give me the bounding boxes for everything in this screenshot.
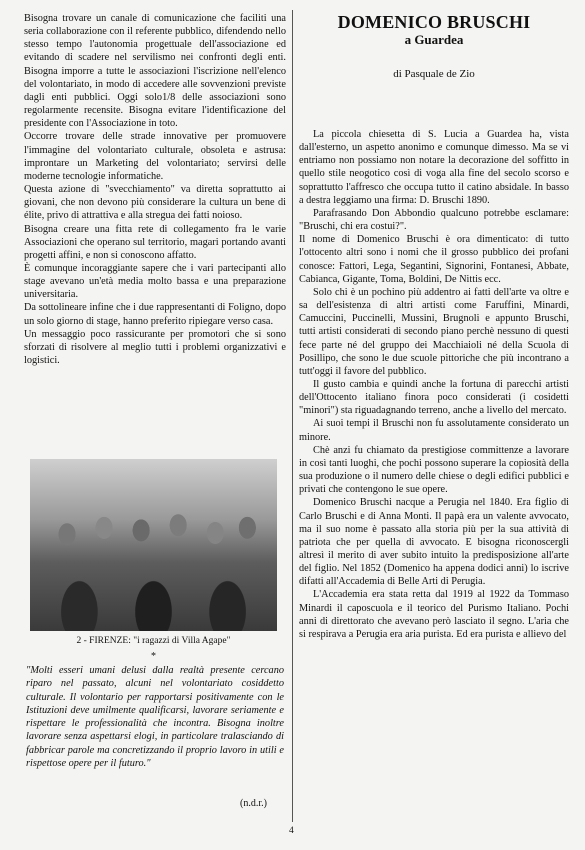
paragraph: Domenico Bruschi nacque a Perugia nel 1840. Era figlio di Carlo Bruschi e di Anna Monti. Il papà era un valente avvocato, ma il suo nome è passato alla storia più per la sua attività di patriota che per quella di avvocato. E bisogna riconoscergli altresì il merito di aver subito intuito la predisposizione all'arte del figlio. Nel 1852 (Domenico ha appena dodici anni) lo iscrive difatti all'Accademia di Belle Arti di Perugia. xyxy=(299,497,569,588)
paragraph: L'Accademia era stata retta dal 1919 al 1922 da Tommaso Minardi il caposcuola e il teorico del Purismo Italiano. Pochi anni di direttorato che avevano però lasciato il segno. L'aria che si respirava a Perugia era aria purista. Ed era purista e allievo del xyxy=(299,589,569,640)
paragraph: Chè anzi fu chiamato da prestigiose committenze a lavorare in così tanti luoghi, che pochi possono superare la copiosità della sua produzione o il numero delle chiese o degli edifici pubblici e privati che contengono le sue opere. xyxy=(299,444,569,496)
paragraph: Bisogna trovare un canale di comunicazione che faciliti una seria collaborazione con il referente pubblico, difendendo nello stesso tempo l'autonomia progettuale dell'associazione ed evitando di scadere nel servilismo nei confronti degli enti. Bisogna imporre a tutte le associazioni l'iscrizione nell'elenco del volontariato, in modo di accedere alle sovvenzioni previste dagli enti pubblici. Oggi solo1/8 delle associazioni sono regolarmente recensite. Bisogna evitare l'identificazione del presidente con l'Associazione in toto. xyxy=(24,13,286,130)
column-divider xyxy=(292,10,293,822)
photo-people xyxy=(30,502,277,631)
paragraph: Il nome di Domenico Bruschi è ora dimenticato: di tutto l'ottocento altri sono i nomi che il grosso pubblico dei profani conosce: Fattori, Lega, Segantini, Signorini, Fontanesi, Abbate, Cabianca, Gigante, Toma, Boldini, De Nittis ecc. xyxy=(299,234,569,285)
paragraph: Ai suoi tempi il Bruschi non fu assolutamente considerato un minore. xyxy=(299,418,569,443)
paragraph: Occorre trovare delle strade innovative per promuovere l'immagine del volontariato culturale, obsoleta e astrusa: improntare un Marketing del volontariato; servirsi delle moderne tecnologie informatiche. xyxy=(24,131,286,182)
paragraph: È comunque incoraggiante sapere che i vari partecipanti allo stage avevano un'età media molto bassa e una preparazione universitaria. xyxy=(24,262,286,301)
article-byline: di Pasquale de Zio xyxy=(393,68,475,80)
article-title: DOMENICO BRUSCHI xyxy=(337,12,531,32)
article-subtitle: a Guardea xyxy=(404,32,464,47)
paragraph: La piccola chiesetta di S. Lucia a Guardea ha, vista dall'esterno, un aspetto anonimo e comunque dimesso. Ma se vi entriamo non possiamo non notare la decorazione del soffitto in quello stile neogotico così di voga alla fine del secolo scorso e soprattutto l'affresco che occupa tutto il catino absidale. In basso a destra leggiamo una firma: D. Bruschi 1890. xyxy=(299,129,569,206)
paragraph: Parafrasando Don Abbondio qualcuno potrebbe esclamare: "Bruschi, chi era costui?". xyxy=(299,207,569,233)
quote-text: "Molti esseri umani delusi dalla realtà presente cercano riparo nel passato, alcuni nel volontariato cosiddetto culturale. Il volontario per rapportarsi positivamente con le Istituzioni deve umilmente qualificarsi, lavorare seriamente e rispettare le professionalità che incontra. Bisogna inoltre lavorare senza aspettarsi elogi, in particolare tralasciando di fabbricar parole ma concretizzando il proprio lavoro in utili e rispettose opere per il futuro." xyxy=(26,665,284,770)
editor-quote xyxy=(26,664,284,770)
group-photo xyxy=(30,459,277,631)
paragraph: Un messaggio poco rassicurante per promotori che si sono sforzati di risolvere al meglio tutti i problemi organizzativi e logistici. xyxy=(24,328,286,367)
photo-caption: 2 - FIRENZE: "i ragazzi di Villa Agape" xyxy=(76,636,231,646)
separator: * xyxy=(151,651,156,662)
left-column xyxy=(24,12,286,367)
page-number: 4 xyxy=(289,826,294,836)
paragraph: Bisogna creare una fitta rete di collegamento fra le varie Associazioni che operano sul territorio, magari portando avanti progetti affini, e non si conoscono affatto. xyxy=(24,223,286,261)
paragraph: Questa azione di "svecchiamento" va diretta soprattutto ai giovani, che non devono più considerare la cultura un bene di élite, privo di attrattiva e alla stregua dei fatti noioso. xyxy=(24,184,286,222)
paragraph: Solo chi è un pochino più addentro ai fatti dell'arte va oltre e sa dell'esistenza di altri artisti come Faruffini, Minardi, Camuccini, Puccinelli, Mussini, Brugnoli e appunto Bruschi, tutti artisti considerati di secondo piano perchè nessuno di questi fece parte né del gruppo dei Macchiaioli né della Scuola di Posillipo, che sono le due scuole pittoriche che più incontrano a tutt'oggi il favore del pubblico. xyxy=(299,286,569,377)
quote-attribution: (n.d.r.) xyxy=(240,798,267,809)
right-column xyxy=(299,12,569,641)
paragraph: Il gusto cambia e quindi anche la fortuna di parecchi artisti dell'Ottocento italiano finora poco considerati (i cosidetti "minori") sta riguadagnando terreno, anche a livello del mercato. xyxy=(299,378,569,417)
paragraph: Da sottolineare infine che i due rappresentanti di Foligno, dopo un solo giorno di stage, hanno preferito ripiegare verso casa. xyxy=(24,302,286,327)
